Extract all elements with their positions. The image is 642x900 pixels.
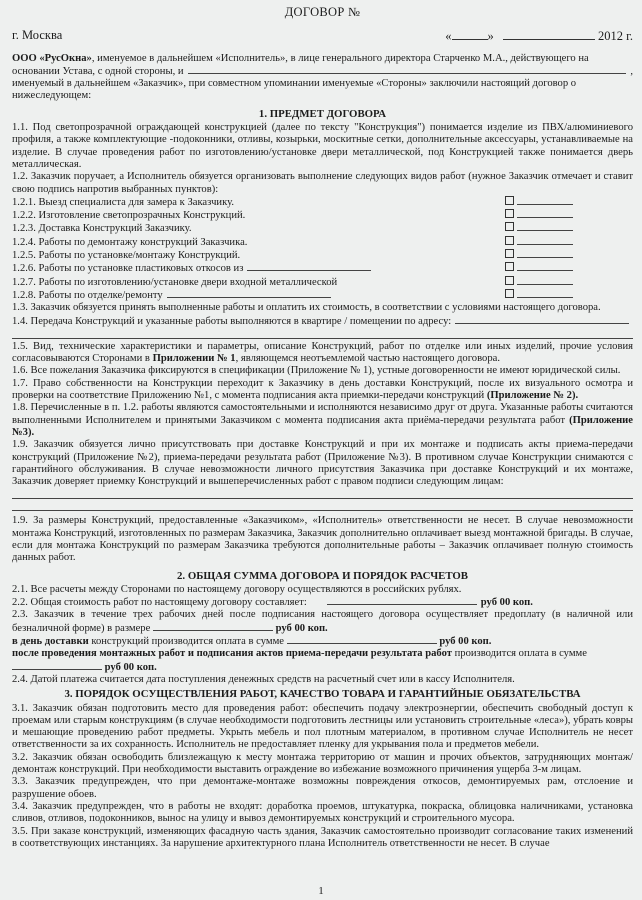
section-2-heading: 2. ОБЩАЯ СУММА ДОГОВОРА И ПОРЯДОК РАСЧЕТОВ xyxy=(177,569,468,582)
address-field-line-2[interactable] xyxy=(12,329,633,339)
work-checkbox[interactable] xyxy=(505,289,514,298)
section-1-heading: 1. ПРЕДМЕТ ДОГОВОРА xyxy=(258,107,387,120)
signature-field[interactable] xyxy=(517,289,573,298)
clause-1-4: 1.4. Передача Конструкций и указанные работы выполняются в квартире / помещении по адресу: xyxy=(12,315,633,328)
clause-2-4: 2.4. Датой платежа считается дата поступления денежных средств на расчетный счет или в кассу Исполнителя. xyxy=(12,673,515,685)
signature-field[interactable] xyxy=(517,276,573,285)
authorized-persons-field-2[interactable] xyxy=(12,501,633,511)
work-item-4: 1.2.4. Работы по демонтажу конструкций Заказчика. xyxy=(12,236,633,249)
finishing-field[interactable] xyxy=(167,289,331,298)
clause-3-2: 3.2. Заказчик обязан освободить близлежащую к месту монтажа территорию от машин и прочих объектов, затрудняющих монтаж/демонтаж конструкций. При необходимости выставить ограждение во избежание возможного причинения ущерба 3-м лицам. xyxy=(12,751,633,776)
customer-name-field[interactable] xyxy=(188,65,627,74)
work-checkbox[interactable] xyxy=(505,249,514,258)
work-item-2: 1.2.2. Изготовление светопрозрачных Конструкций. xyxy=(12,209,633,222)
total-amount-field[interactable] xyxy=(327,596,477,605)
work-item-3: 1.2.3. Доставка Конструкций Заказчику. xyxy=(12,222,633,235)
clause-1-3: 1.3. Заказчик обязуется принять выполненные работы и оплатить их стоимость, в соответствии с условиями настоящего договора. xyxy=(12,302,601,314)
city-date-line xyxy=(12,29,633,42)
clause-2-2: 2.2. Общая стоимость работ по настоящему договору составляет: руб 00 коп. xyxy=(12,597,533,609)
clause-1-1: 1.1. Под светопрозрачной ограждающей конструкцией (далее по тексту "Конструкция") понимается изделие из ПВХ/алюминиевого профиля, а также комплектующие -подоконники, отливы, козырьки, москитные сетки, дополнительные аксессуары, устанавливаемые на изделие. В случае проведения работ по изготовлению/установке двери металлической, под Конструкцией также понимается дверь металлическая. xyxy=(12,122,633,170)
signature-field[interactable] xyxy=(517,222,573,231)
clause-1-2: 1.2. Заказчик поручает, а Исполнитель обязуется организовать выполнение следующих видов работ (нужное Заказчик отмечает и ставит свою подпись напротив выбранных пунктов): xyxy=(12,171,633,195)
work-item-8: 1.2.8. Работы по отделке/ремонту xyxy=(12,289,633,302)
company-name: ООО «РусОкна» xyxy=(12,52,92,64)
work-checkbox[interactable] xyxy=(505,209,514,218)
clause-2-3-delivery: в день доставки конструкций производится оплата в сумме руб 00 коп. xyxy=(12,636,492,648)
clause-1-6: 1.6. Все пожелания Заказчика фиксируются в спецификации (Приложение № 1), устные договоренности не имеют юридической силы. xyxy=(12,365,621,377)
prepayment-field[interactable] xyxy=(153,622,273,631)
work-checkbox[interactable] xyxy=(505,196,514,205)
clause-1-9: 1.9. Заказчик обязуется лично присутствовать при доставке Конструкций и при их монтаже и подписать акты приема-передачи конструкций (Приложение №2), приема-передачи результата работ (Приложение №3). В противном случае Конструкции снимаются с гарантийного обслуживания. В случае невозможности личного присутствия Заказчика при доставке Конструкций и их монтаже, Заказчик доверяет приемку Конструкций и вышеперечисленных работ с правом подписи следующим лицам: xyxy=(12,439,633,488)
signature-field[interactable] xyxy=(517,196,573,205)
preamble-line-4: нижеследующем: xyxy=(12,90,92,102)
signature-field[interactable] xyxy=(517,262,573,271)
contract-year: 2012 г. xyxy=(598,29,633,44)
clause-2-1: 2.1. Все расчеты между Сторонами по настоящему договору осуществляются в российских рублях. xyxy=(12,583,462,595)
work-checkbox[interactable] xyxy=(505,262,514,271)
work-item-7: 1.2.7. Работы по изготовлению/установке двери входной металлической xyxy=(12,276,633,289)
preamble-line-2: основании Устава, с одной стороны, и , xyxy=(12,65,633,77)
work-checkbox[interactable] xyxy=(505,276,514,285)
work-item-1: 1.2.1. Выезд специалиста для замера к Заказчику. xyxy=(12,196,633,209)
clause-3-5: 3.5. При заказе конструкций, изменяющих фасадную часть здания, Заказчик самостоятельно производит согласование таких изменений в соответствующих инстанциях. За нарушение архитектурного плана Исполнитель ответственности не несет. В случае xyxy=(12,825,633,849)
clause-1-5: 1.5. Вид, технические характеристики и параметры, описание Конструкций, работ по отделке или иных изделий, прочие условия согласовываются Сторонами в Приложении № 1, являющемся неотъемлемой частью настоящего договора. xyxy=(12,340,633,365)
work-checkbox[interactable] xyxy=(505,236,514,245)
work-item-5: 1.2.5. Работы по установке/монтажу Конструкций. xyxy=(12,249,633,262)
contract-date: « » 2012 г. xyxy=(445,29,633,44)
clause-1-8: 1.8. Перечисленные в п. 1.2. работы являются самостоятельными и исполняются независимо друг от друга. Указанные работы считаются выполненными Исполнителем и принятыми Заказчиком с момента подписания акта приёма-передачи результата работ (Приложение №3). xyxy=(12,402,633,438)
section-3-heading: 3. ПОРЯДОК ОСУЩЕСТВЛЕНИЯ РАБОТ, КАЧЕСТВО ТОВАРА И ГАРАНТИЙНЫЕ ОБЯЗАТЕЛЬСТВА xyxy=(64,688,581,701)
clause-1-7: 1.7. Право собственности на Конструкции переходит к Заказчику в день доставки Конструкций, после их визуального осмотра и проверки на соответствие Приложению №1, с момента подписания акта приемки-передачи конструкций (Приложение № 2). xyxy=(12,377,633,402)
authorized-persons-field[interactable] xyxy=(12,489,633,499)
clause-3-1: 3.1. Заказчик обязан подготовить место для проведения работ: обеспечить подачу электроэнергии, обеспечить свободный доступ к проемам или старым конструкциям (в случае необходимости подготовить лестницы или установить строительные «леса»), убрать ковры и мешающие проведению работ предметы. Укрыть мебель и пол плотным материалом, в противном случае Исполнитель не несет ответственности за их сохранность. Исполнитель не предоставляет пленку для укрывания пола и предметов мебели. xyxy=(12,702,633,751)
contract-title: ДОГОВОР № xyxy=(284,5,361,19)
material-field[interactable] xyxy=(247,262,371,271)
delivery-payment-field[interactable] xyxy=(287,635,437,644)
work-checkbox[interactable] xyxy=(505,222,514,231)
preamble-line-3: именуемый в дальнейшем «Заказчик», при совместном упоминании именуемые «Стороны» заключили настоящий договор о xyxy=(12,78,577,90)
page-number: 1 xyxy=(318,884,324,897)
clause-2-3-after-install: после проведения монтажных работ и подписания актов приема-передачи результата работ производится оплата в сумме xyxy=(12,648,587,660)
signature-field[interactable] xyxy=(517,249,573,258)
clause-2-3: 2.3. Заказчик в течение трех рабочих дней после подписания настоящего договора осуществляет предоплату (в наличной или безналичной форме) в размере руб 00 коп. xyxy=(12,609,633,634)
city: г. Москва xyxy=(12,28,63,43)
final-payment-field[interactable] xyxy=(12,661,102,670)
clause-3-3: 3.3. Заказчик предупрежден, что при демонтаже-монтаже возможны повреждения откосов, демонтируемых рам, отслоение и разрушение обоев. xyxy=(12,776,633,800)
signature-field[interactable] xyxy=(517,236,573,245)
clause-1-9b: 1.9. За размеры Конструкций, предоставленные «Заказчиком», «Исполнитель» ответственности не несет. В случае невозможности монтажа Конструкций, изготовленных по размерам Заказчика, Заказчик дополнительно оплачивает выезд монтажной бригады. В случае, если для монтажа Конструкций по размерам Заказчика требуются дополнительные работы – Заказчик оплачивает полную стоимость данных работ. xyxy=(12,515,633,564)
clause-2-3-final-amount: руб 00 коп. xyxy=(12,661,633,674)
work-item-6: 1.2.6. Работы по установке пластиковых откосов из xyxy=(12,262,633,275)
address-field[interactable] xyxy=(455,315,629,324)
signature-field[interactable] xyxy=(517,209,573,218)
clause-3-4: 3.4. Заказчик предупрежден, что в работы не входят: доработка проемов, штукатурка, покраска, облицовка наличниками, установка сливов, отливов, подоконников, вынос на улицу и вывоз демонтируемых конструкций и строительного мусора. xyxy=(12,800,633,825)
preamble-line-1: ООО «РусОкна», именуемое в дальнейшем «Исполнитель», в лице генерального директора Старченко М.А., действующего на xyxy=(12,52,589,64)
